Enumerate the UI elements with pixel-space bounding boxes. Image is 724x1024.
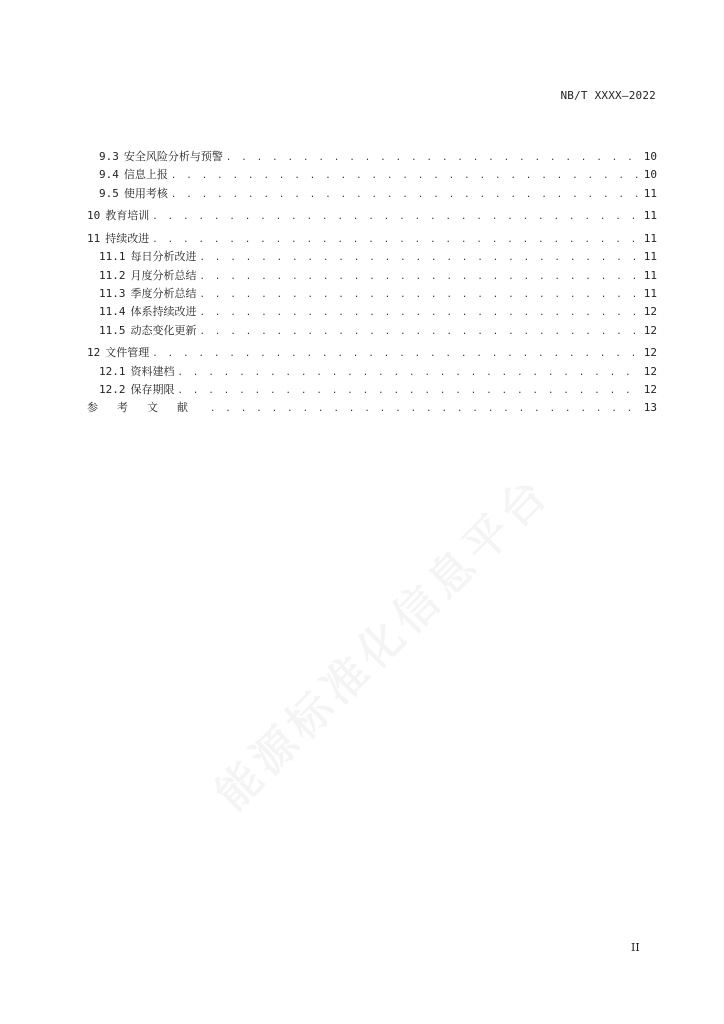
toc-entry[interactable]	[87, 207, 657, 225]
toc-entry-title: 每日分析改进	[130, 250, 197, 264]
toc-dot-leader	[152, 208, 638, 226]
toc-entry-page: 11	[643, 186, 657, 200]
toc-dot-leader	[200, 304, 639, 322]
toc-dot-leader	[152, 231, 638, 249]
toc-entry-number: 12	[87, 346, 101, 360]
toc-entry-title: 体系持续改进	[130, 305, 197, 319]
toc-entry-number: 11.5	[99, 323, 126, 337]
toc-entry[interactable]	[87, 363, 657, 381]
toc-entry[interactable]	[87, 285, 657, 303]
toc-entry-title: 持续改进	[105, 232, 150, 246]
toc-entry-title: 安全风险分析与预警	[123, 150, 223, 163]
toc-entry-title: 教育培训	[105, 209, 150, 223]
toc-dot-leader	[200, 249, 639, 267]
toc-dot-leader	[200, 286, 639, 304]
page-number: II	[631, 941, 640, 954]
toc-entry-number: 12.1	[99, 364, 126, 378]
toc-entry-number: 9.3	[99, 150, 119, 163]
toc-entry-number: 11.2	[99, 268, 126, 282]
toc-entry-title: 文件管理	[105, 346, 150, 360]
toc-entry-page: 10	[643, 168, 657, 182]
toc-entry[interactable]	[87, 166, 657, 184]
toc-entry[interactable]	[87, 381, 657, 399]
toc-entry-title: 资料建档	[130, 364, 175, 378]
toc-entry-number: 11.1	[99, 250, 126, 264]
toc-entry-title: 动态变化更新	[130, 323, 197, 337]
toc-entry-title: 月度分析总结	[130, 268, 197, 282]
toc-entry[interactable]	[87, 267, 657, 285]
toc-entry-page: 12	[643, 364, 657, 378]
toc-entry-page: 11	[643, 268, 657, 282]
toc-dot-leader	[152, 345, 638, 363]
standard-code: NB/T XXXX—2022	[560, 89, 656, 102]
toc-entry-title: 季度分析总结	[130, 287, 197, 301]
toc-entry[interactable]	[87, 322, 657, 340]
toc-entry-number: 9.5	[99, 186, 119, 200]
toc-entry-page: 12	[643, 323, 657, 337]
toc-entry[interactable]	[87, 185, 657, 203]
toc-dot-leader	[200, 268, 639, 286]
toc-dot-leader	[178, 382, 639, 400]
toc-entry-page: 12	[643, 383, 657, 397]
watermark	[198, 458, 561, 821]
table-of-contents	[87, 148, 657, 418]
toc-entry-number: 11	[87, 232, 101, 246]
toc-entry[interactable]	[87, 248, 657, 266]
toc-entry-page: 12	[643, 346, 657, 360]
toc-entry-page: 11	[643, 250, 657, 264]
toc-entry-title: 参考文献	[87, 401, 207, 415]
toc-entry[interactable]	[87, 303, 657, 321]
toc-entry-page: 10	[643, 150, 657, 163]
toc-entry-page: 12	[643, 305, 657, 319]
toc-entry-title: 保存期限	[130, 383, 175, 397]
toc-dot-leader	[210, 400, 638, 418]
toc-entry-references[interactable]	[87, 399, 657, 417]
toc-entry-page: 11	[643, 287, 657, 301]
toc-entry[interactable]	[87, 148, 657, 166]
toc-entry[interactable]	[87, 344, 657, 362]
toc-dot-leader	[171, 167, 638, 185]
toc-dot-leader	[226, 149, 638, 167]
toc-dot-leader	[200, 323, 639, 341]
toc-entry-number: 11.3	[99, 287, 126, 301]
toc-entry-title: 使用考核	[123, 186, 168, 200]
toc-entry[interactable]	[87, 230, 657, 248]
toc-entry-number: 9.4	[99, 168, 119, 182]
toc-entry-page: 11	[643, 232, 657, 246]
toc-entry-number: 12.2	[99, 383, 126, 397]
toc-entry-page: 11	[643, 209, 657, 223]
toc-dot-leader	[171, 186, 638, 204]
toc-dot-leader	[178, 364, 639, 382]
toc-entry-page: 13	[643, 401, 657, 415]
toc-entry-number: 11.4	[99, 305, 126, 319]
toc-entry-title: 信息上报	[123, 168, 168, 182]
toc-entry-number: 10	[87, 209, 101, 223]
